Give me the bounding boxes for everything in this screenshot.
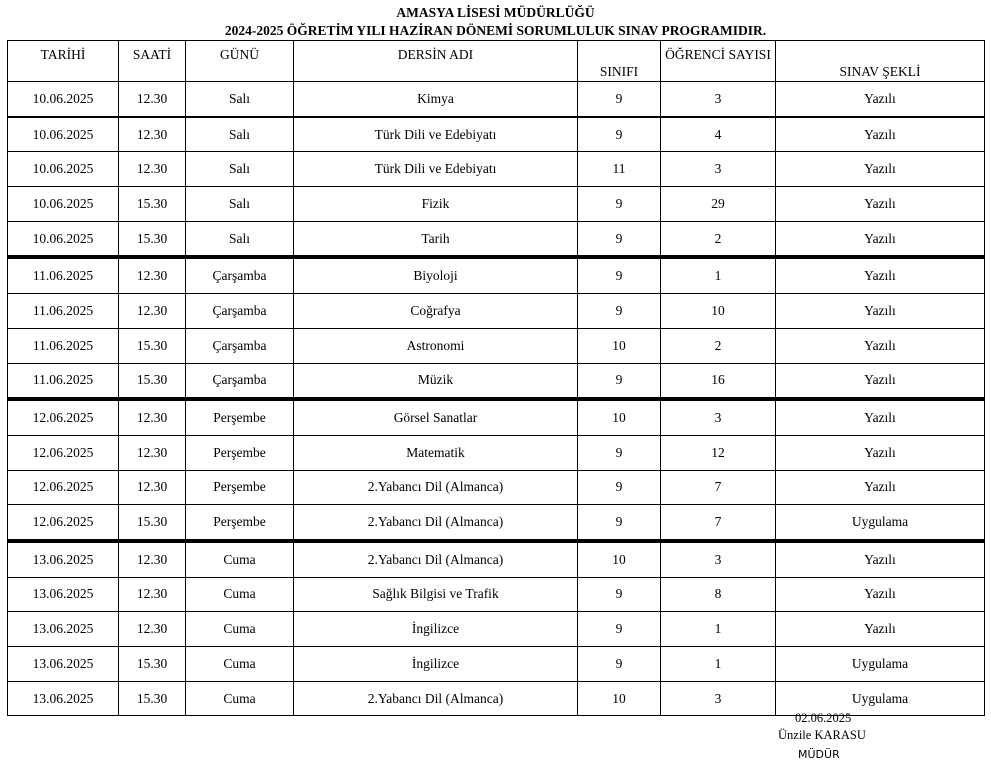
cell-course: 2.Yabancı Dil (Almanca)	[294, 541, 578, 577]
cell-time: 15.30	[119, 505, 186, 541]
cell-class: 10	[578, 399, 661, 435]
cell-course: Müzik	[294, 363, 578, 399]
cell-course: 2.Yabancı Dil (Almanca)	[294, 681, 578, 716]
cell-student-count: 3	[661, 681, 776, 716]
cell-date: 10.06.2025	[8, 152, 119, 187]
cell-time: 12.30	[119, 294, 186, 329]
cell-class: 9	[578, 82, 661, 117]
cell-day: Salı	[186, 221, 294, 257]
cell-exam-type: Yazılı	[776, 470, 985, 505]
cell-time: 12.30	[119, 577, 186, 612]
cell-class: 10	[578, 541, 661, 577]
cell-time: 12.30	[119, 152, 186, 187]
table-row	[8, 294, 985, 329]
cell-time: 12.30	[119, 435, 186, 470]
column-header-student-count: ÖĞRENCİ SAYISI	[661, 41, 776, 82]
table-row	[8, 435, 985, 470]
cell-class: 11	[578, 152, 661, 187]
cell-course: 2.Yabancı Dil (Almanca)	[294, 470, 578, 505]
table-row	[8, 647, 985, 682]
cell-student-count: 2	[661, 328, 776, 363]
cell-class: 9	[578, 577, 661, 612]
cell-exam-type: Yazılı	[776, 82, 985, 117]
cell-day: Cuma	[186, 647, 294, 682]
table-row	[8, 187, 985, 222]
cell-day: Cuma	[186, 681, 294, 716]
cell-day: Çarşamba	[186, 257, 294, 293]
cell-date: 13.06.2025	[8, 577, 119, 612]
table-row	[8, 612, 985, 647]
table-row	[8, 541, 985, 577]
cell-date: 13.06.2025	[8, 612, 119, 647]
cell-class: 10	[578, 681, 661, 716]
cell-date: 10.06.2025	[8, 82, 119, 117]
cell-exam-type: Uygulama	[776, 505, 985, 541]
table-row	[8, 505, 985, 541]
cell-day: Salı	[186, 152, 294, 187]
cell-date: 13.06.2025	[8, 541, 119, 577]
cell-student-count: 7	[661, 470, 776, 505]
cell-day: Çarşamba	[186, 363, 294, 399]
cell-exam-type: Yazılı	[776, 294, 985, 329]
cell-time: 12.30	[119, 117, 186, 152]
cell-day: Perşembe	[186, 470, 294, 505]
cell-exam-type: Yazılı	[776, 117, 985, 152]
cell-course: İngilizce	[294, 647, 578, 682]
cell-course: Sağlık Bilgisi ve Trafik	[294, 577, 578, 612]
cell-student-count: 10	[661, 294, 776, 329]
cell-exam-type: Yazılı	[776, 187, 985, 222]
cell-course: Matematik	[294, 435, 578, 470]
cell-student-count: 2	[661, 221, 776, 257]
cell-day: Cuma	[186, 612, 294, 647]
cell-time: 12.30	[119, 541, 186, 577]
cell-class: 9	[578, 363, 661, 399]
table-row	[8, 399, 985, 435]
cell-exam-type: Yazılı	[776, 399, 985, 435]
cell-course: İngilizce	[294, 612, 578, 647]
cell-student-count: 29	[661, 187, 776, 222]
table-row	[8, 82, 985, 117]
cell-time: 12.30	[119, 470, 186, 505]
table-row	[8, 363, 985, 399]
cell-student-count: 8	[661, 577, 776, 612]
signatory-name: Ünzile KARASU	[778, 728, 866, 742]
column-header-date: TARİHİ	[8, 41, 119, 82]
cell-time: 15.30	[119, 647, 186, 682]
cell-date: 12.06.2025	[8, 435, 119, 470]
cell-time: 12.30	[119, 257, 186, 293]
cell-exam-type: Uygulama	[776, 647, 985, 682]
cell-exam-type: Yazılı	[776, 328, 985, 363]
cell-date: 11.06.2025	[8, 328, 119, 363]
cell-class: 9	[578, 117, 661, 152]
cell-class: 10	[578, 328, 661, 363]
cell-day: Salı	[186, 117, 294, 152]
cell-day: Salı	[186, 82, 294, 117]
cell-exam-type: Yazılı	[776, 435, 985, 470]
cell-class: 9	[578, 221, 661, 257]
cell-day: Perşembe	[186, 435, 294, 470]
cell-student-count: 1	[661, 612, 776, 647]
cell-date: 13.06.2025	[8, 681, 119, 716]
cell-day: Çarşamba	[186, 328, 294, 363]
cell-student-count: 16	[661, 363, 776, 399]
cell-date: 10.06.2025	[8, 221, 119, 257]
table-row	[8, 470, 985, 505]
cell-time: 15.30	[119, 328, 186, 363]
cell-class: 9	[578, 647, 661, 682]
document-subtitle: 2024-2025 ÖĞRETİM YILI HAZİRAN DÖNEMİ SORUMLULUK SINAV PROGRAMIDIR.	[224, 23, 767, 38]
cell-student-count: 7	[661, 505, 776, 541]
cell-class: 9	[578, 187, 661, 222]
table-row	[8, 152, 985, 187]
cell-course: Türk Dili ve Edebiyatı	[294, 152, 578, 187]
cell-class: 9	[578, 505, 661, 541]
cell-time: 15.30	[119, 681, 186, 716]
table-row	[8, 257, 985, 293]
column-header-exam-type: SINAV ŞEKLİ	[776, 41, 985, 82]
cell-exam-type: Yazılı	[776, 363, 985, 399]
footer-date: 02.06.2025	[795, 711, 852, 725]
column-header-class: SINIFI	[578, 41, 661, 82]
exam-schedule-table	[7, 40, 985, 716]
cell-course: Coğrafya	[294, 294, 578, 329]
cell-day: Çarşamba	[186, 294, 294, 329]
column-header-day: GÜNÜ	[186, 41, 294, 82]
cell-exam-type: Yazılı	[776, 541, 985, 577]
cell-course: Türk Dili ve Edebiyatı	[294, 117, 578, 152]
cell-exam-type: Yazılı	[776, 577, 985, 612]
cell-date: 11.06.2025	[8, 294, 119, 329]
cell-time: 15.30	[119, 187, 186, 222]
cell-day: Cuma	[186, 577, 294, 612]
column-header-time: SAATİ	[119, 41, 186, 82]
cell-class: 9	[578, 294, 661, 329]
cell-course: Astronomi	[294, 328, 578, 363]
cell-date: 10.06.2025	[8, 187, 119, 222]
cell-student-count: 12	[661, 435, 776, 470]
cell-course: Görsel Sanatlar	[294, 399, 578, 435]
cell-time: 12.30	[119, 399, 186, 435]
cell-time: 12.30	[119, 82, 186, 117]
cell-date: 11.06.2025	[8, 363, 119, 399]
cell-day: Perşembe	[186, 505, 294, 541]
cell-date: 12.06.2025	[8, 470, 119, 505]
cell-course: 2.Yabancı Dil (Almanca)	[294, 505, 578, 541]
cell-date: 12.06.2025	[8, 399, 119, 435]
cell-course: Tarih	[294, 221, 578, 257]
cell-exam-type: Uygulama	[776, 681, 985, 716]
table-row	[8, 577, 985, 612]
cell-time: 12.30	[119, 612, 186, 647]
cell-course: Fizik	[294, 187, 578, 222]
table-row	[8, 221, 985, 257]
table-row	[8, 117, 985, 152]
cell-day: Perşembe	[186, 399, 294, 435]
cell-student-count: 3	[661, 541, 776, 577]
cell-class: 9	[578, 257, 661, 293]
cell-course: Kimya	[294, 82, 578, 117]
cell-exam-type: Yazılı	[776, 612, 985, 647]
cell-class: 9	[578, 435, 661, 470]
table-header-row	[8, 41, 985, 82]
cell-student-count: 4	[661, 117, 776, 152]
cell-exam-type: Yazılı	[776, 257, 985, 293]
cell-student-count: 3	[661, 82, 776, 117]
cell-day: Salı	[186, 187, 294, 222]
cell-exam-type: Yazılı	[776, 152, 985, 187]
cell-student-count: 1	[661, 257, 776, 293]
cell-date: 12.06.2025	[8, 505, 119, 541]
cell-date: 10.06.2025	[8, 117, 119, 152]
document-title: AMASYA LİSESİ MÜDÜRLÜĞÜ	[396, 5, 595, 20]
cell-time: 15.30	[119, 221, 186, 257]
cell-course: Biyoloji	[294, 257, 578, 293]
cell-class: 9	[578, 470, 661, 505]
cell-student-count: 3	[661, 399, 776, 435]
cell-time: 15.30	[119, 363, 186, 399]
cell-date: 11.06.2025	[8, 257, 119, 293]
cell-student-count: 3	[661, 152, 776, 187]
cell-class: 9	[578, 612, 661, 647]
column-header-course: DERSİN ADI	[294, 41, 578, 82]
table-row	[8, 328, 985, 363]
cell-student-count: 1	[661, 647, 776, 682]
cell-exam-type: Yazılı	[776, 221, 985, 257]
cell-date: 13.06.2025	[8, 647, 119, 682]
signatory-title: MÜDÜR	[798, 748, 840, 761]
cell-day: Cuma	[186, 541, 294, 577]
